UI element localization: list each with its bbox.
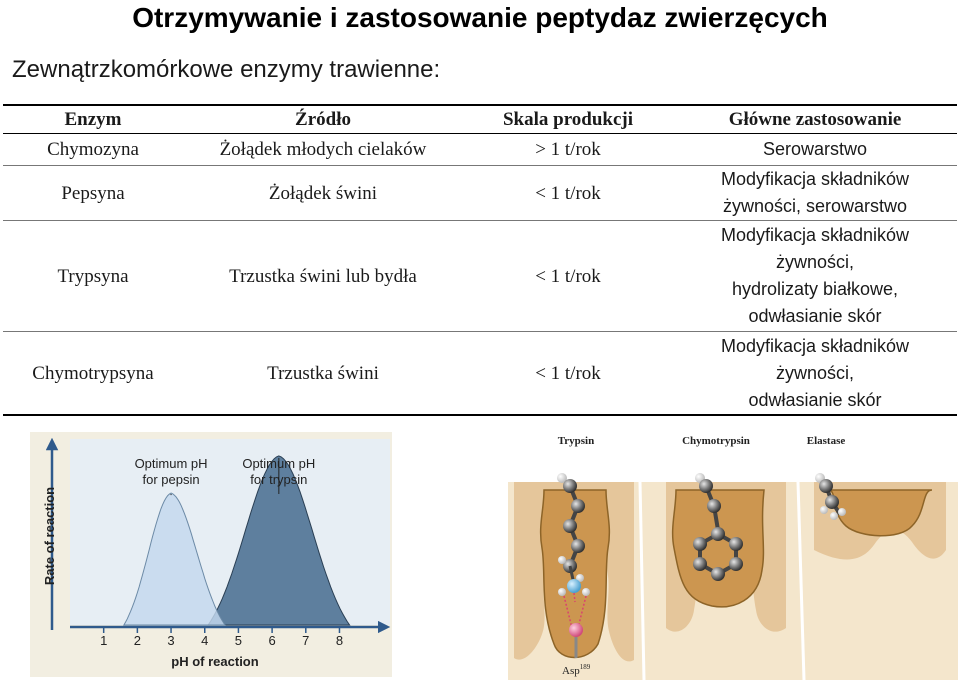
trypsin-optimum-label: Optimum pH xyxy=(242,456,316,471)
cell-use xyxy=(673,332,957,416)
x-tick-label: 5 xyxy=(234,633,243,648)
table-header-row xyxy=(3,105,957,134)
trypsin-optimum-label: for trypsin xyxy=(250,472,308,487)
use-line: Serowarstwo xyxy=(762,139,868,159)
specificity-pocket-diagram xyxy=(508,430,958,680)
header-use: Główne zastosowanie xyxy=(673,105,957,134)
pepsin-optimum-label: Optimum pH xyxy=(134,456,208,471)
table-row xyxy=(3,332,957,416)
cell-scale: < 1 t/rok xyxy=(463,166,673,221)
y-axis-label: Rate of reaction xyxy=(42,486,57,586)
ph-rate-chart xyxy=(30,432,392,677)
use-line: żywności, xyxy=(775,362,855,383)
cell-scale: > 1 t/rok xyxy=(463,134,673,166)
cell-enzyme: Chymozyna xyxy=(3,134,183,166)
header-enzyme: Enzym xyxy=(3,105,183,134)
header-source: Źródło xyxy=(183,105,463,134)
x-tick-label: 7 xyxy=(302,633,310,648)
cell-scale: < 1 t/rok xyxy=(463,332,673,416)
use-line: hydrolizaty białkowe, xyxy=(731,279,899,299)
table-row xyxy=(3,166,957,221)
x-tick-label: 1 xyxy=(100,633,108,648)
x-tick-label: 4 xyxy=(201,633,209,648)
use-line: Modyfikacja składników xyxy=(720,169,910,189)
cell-enzyme: Pepsyna xyxy=(3,166,183,221)
cell-enzyme: Chymotrypsyna xyxy=(3,332,183,416)
header-scale: Skala produkcji xyxy=(463,105,673,134)
pepsin-optimum-label: for pepsin xyxy=(142,472,200,487)
cell-use xyxy=(673,221,957,332)
cell-use xyxy=(673,166,957,221)
table-row xyxy=(3,134,957,166)
slide-title: Otrzymywanie i zastosowanie peptydaz zwierzęcych xyxy=(132,2,828,33)
asp-residue-label: Asp$^{189}$ xyxy=(562,663,591,677)
use-line: Modyfikacja składników xyxy=(720,335,910,356)
use-line: żywności, serowarstwo xyxy=(722,196,908,216)
trypsin-label: Trypsin xyxy=(557,435,595,447)
x-axis-label: pH of reaction xyxy=(171,654,259,669)
use-line: odwłasianie skór xyxy=(748,389,882,410)
cell-enzyme: Trypsyna xyxy=(3,221,183,332)
x-tick-label: 3 xyxy=(167,633,175,648)
cell-source: Żołądek świni xyxy=(183,166,463,221)
table-row xyxy=(3,221,957,332)
cell-source: Trzustka świni lub bydła xyxy=(183,221,463,332)
x-tick-label: 2 xyxy=(133,633,141,648)
use-line: żywności, xyxy=(775,252,855,272)
chymotrypsin-label: Chymotrypsin xyxy=(682,435,750,447)
cell-scale: < 1 t/rok xyxy=(463,221,673,332)
cell-source: Trzustka świni xyxy=(183,332,463,416)
cell-source: Żołądek młodych cielaków xyxy=(183,134,463,166)
elastase-label: Elastase xyxy=(806,435,846,447)
use-line: odwłasianie skór xyxy=(748,306,882,326)
x-tick-label: 8 xyxy=(335,633,344,648)
use-line: Modyfikacja składników xyxy=(720,225,910,245)
slide-subtitle: Zewnątrzkomórkowe enzymy trawienne: xyxy=(12,56,441,83)
cell-use xyxy=(673,134,957,166)
x-tick-label: 6 xyxy=(268,633,276,648)
enzyme-table xyxy=(3,104,957,416)
